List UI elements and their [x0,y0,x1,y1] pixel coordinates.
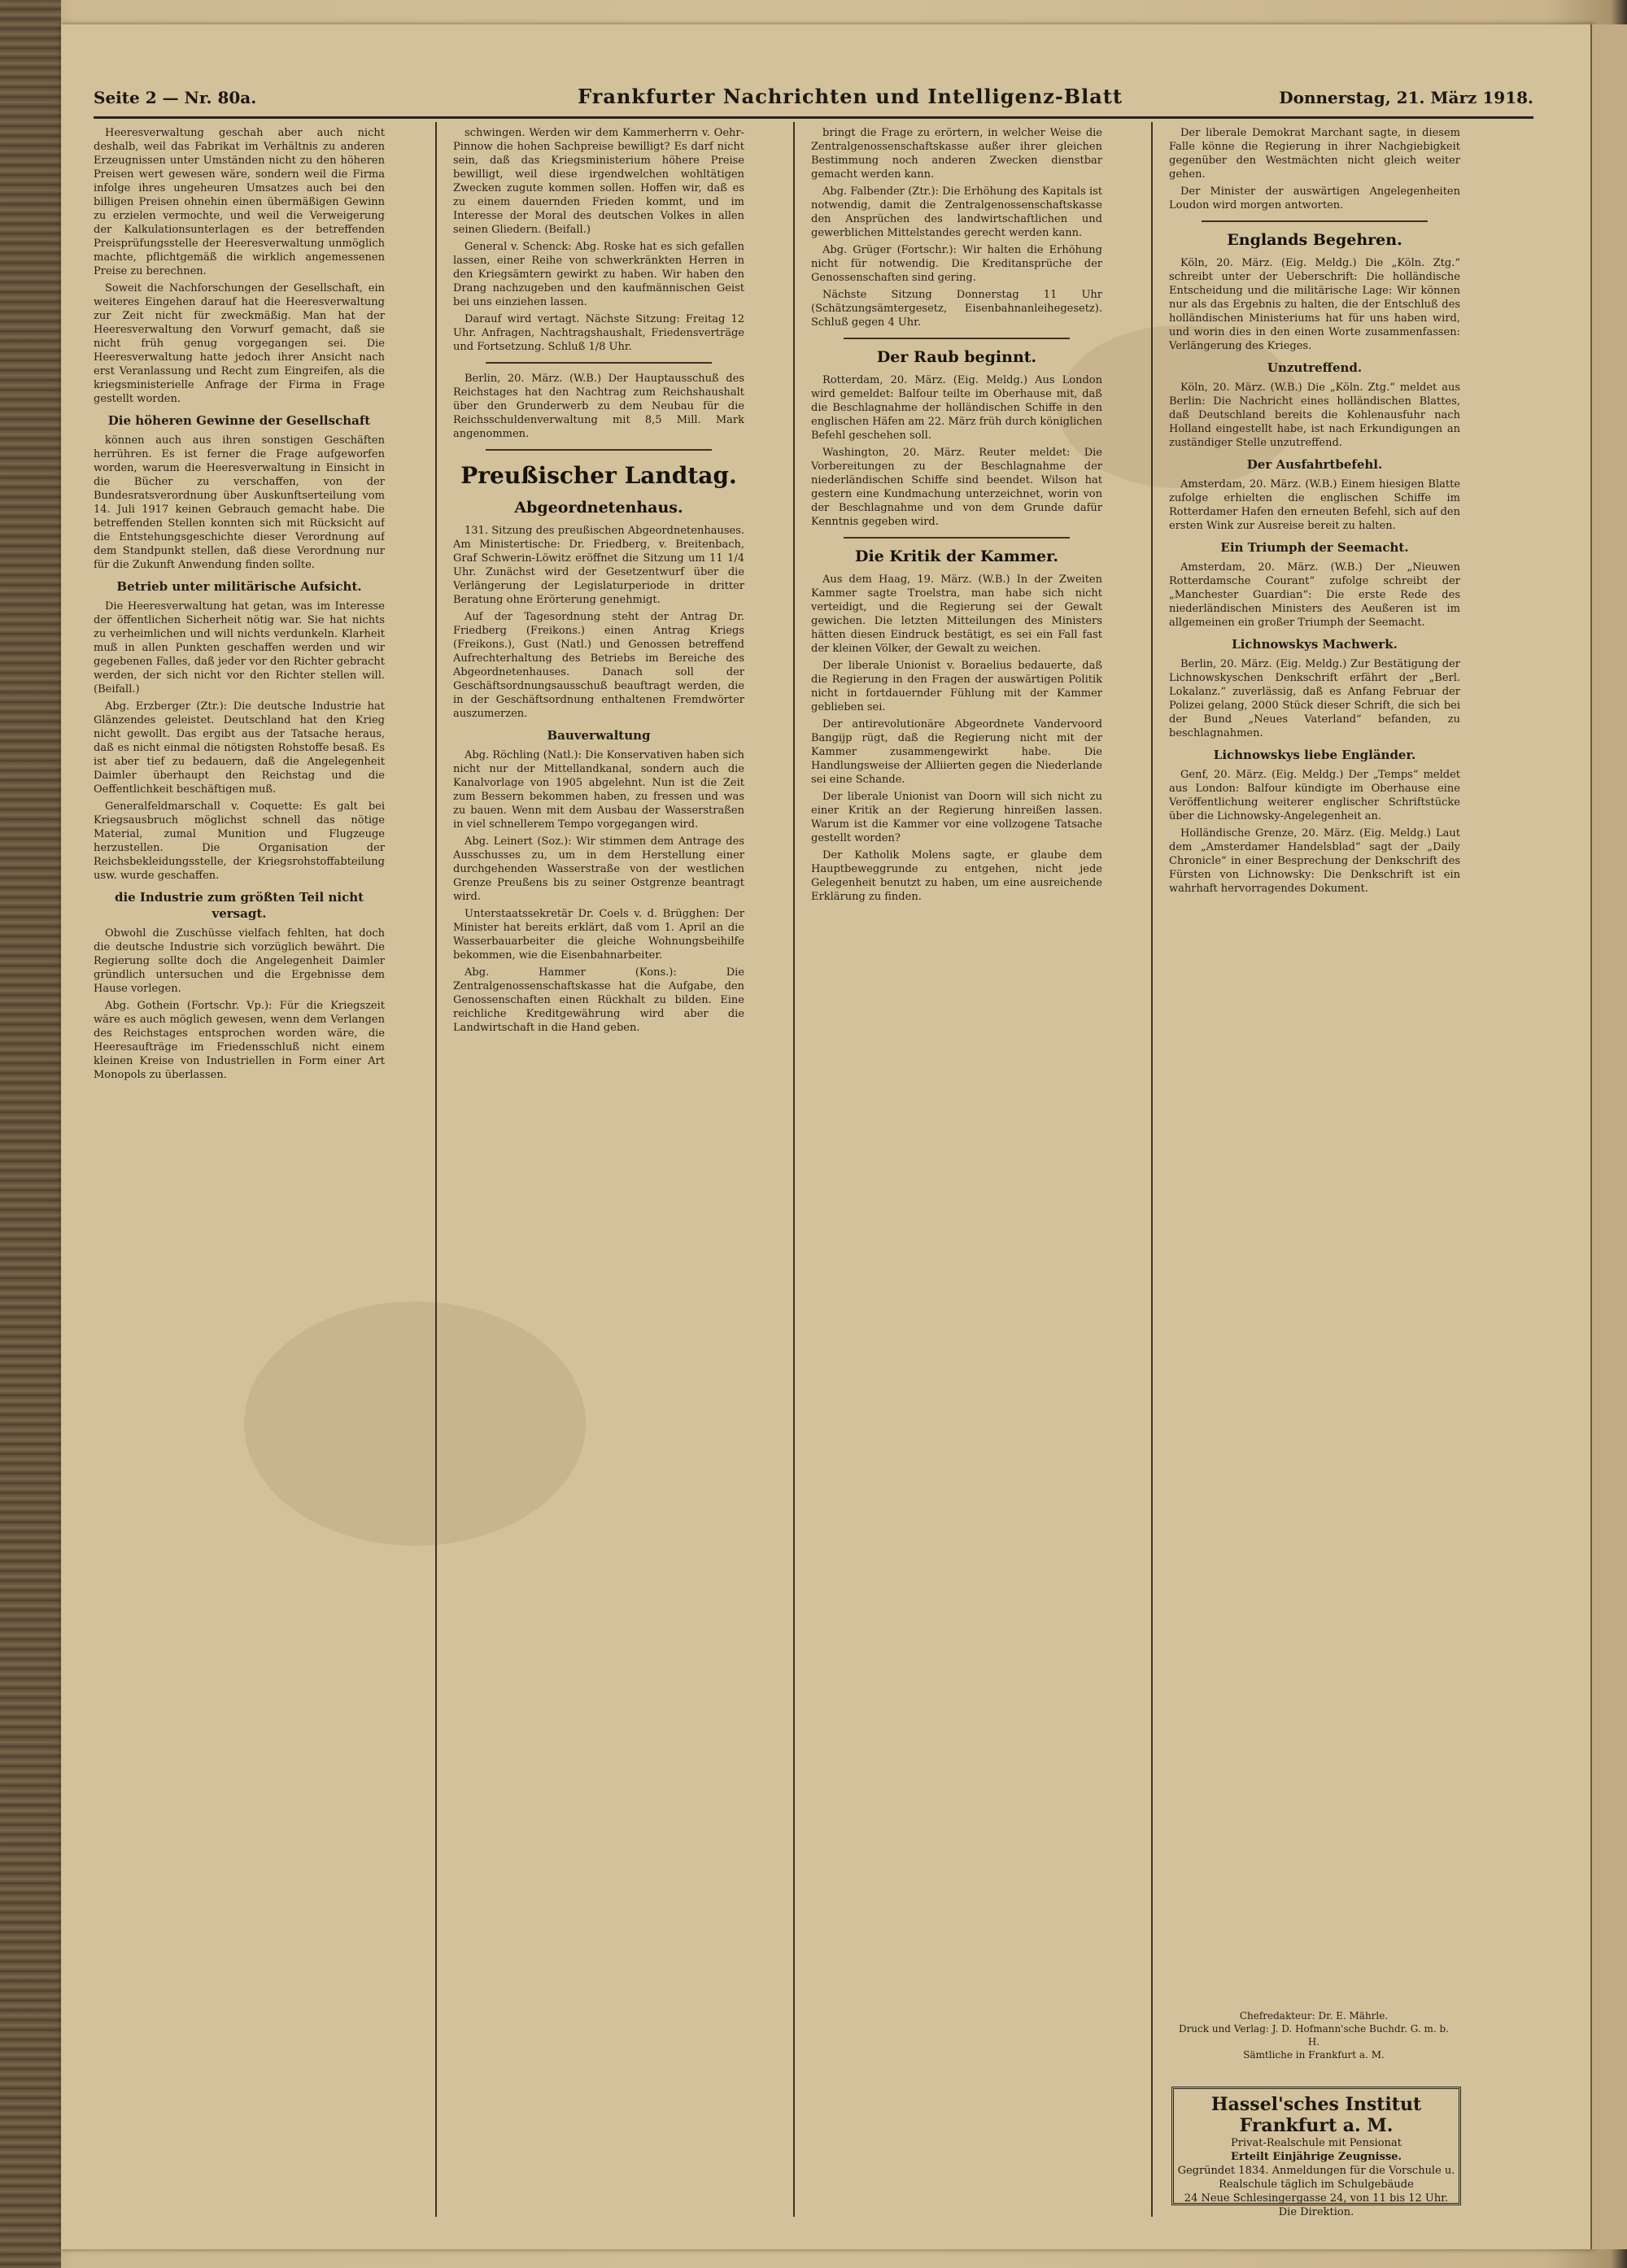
next-page-edge [1590,24,1627,2249]
ad-line: 24 Neue Schlesingergasse 24, von 11 bis 12 Uhr. [1184,2192,1449,2205]
article-paragraph: bringt die Frage zu erörtern, in welcher Weise die Zentralgenossenschaftskasse außer ihrer gleichen Bestimmung noch anderen Zwecken dienstbar gemacht werden kann. [811,127,1102,181]
article-paragraph: Darauf wird vertagt. Nächste Sitzung: Freitag 12 Uhr. Anfragen, Nachtragshaushalt, Friedensverträge und Fortsetzung. Schluß 1/8 Uhr. [453,313,744,353]
article-headline: Lichnowskys liebe Engländer. [1213,748,1416,762]
ad-title: Hassel'sches Institut Frankfurt a. M. [1210,2094,1422,2136]
article-headline: Die Kritik der Kammer. [855,547,1058,565]
article-paragraph: Abg. Hammer (Kons.): Die Zentralgenossenschaftskasse hat die Aufgabe, den Genossenschaften einen Rückhalt zu bilden. Eine reichliche Kreditgewährung wird aber die Landwirtschaft in die Hand geben. [453,966,744,1034]
ad-line: Gegründet 1834. Anmeldungen für die Vorschule u. Realschule täglich im Schulgebäude [1177,2165,1455,2191]
school-advertisement [1171,2087,1461,2218]
article-separator [486,449,712,451]
article-paragraph: Abg. Gothein (Fortschr. Vp.): Für die Kriegszeit wäre es auch möglich gewesen, wenn dem Verlangen des Reichstages entsprochen worden wäre, die Heeresaufträge im Friedensschluß nicht einem kleinen Kreise von Industriellen in Form einer Art Monopols zu überlassen. [94,1000,385,1081]
article-paragraph: Rotterdam, 20. März. (Eig. Meldg.) Aus London wird gemeldet: Balfour teilte im Oberhause mit, daß die Beschlagnahme der holländischen Schiffe in den englischen Häfen am 22. März früh durch königlichen Befehl geschehen soll. [811,374,1102,442]
article-separator [486,362,712,364]
article-paragraph: Heeresverwaltung geschah aber auch nicht deshalb, weil das Fabrikat im Verhältnis zu anderen Erzeugnissen unter Umständen nicht zu den höheren Preisen wert gewesen wäre, sondern weil die Firma infolge ihres ungeheuren Umsatzes auch bei den billigen Preisen ohnehin einen übermäßigen Gewinn zu erzielen vermochte, und weil die Verweigerung der Kalkulationsunterlagen es der betreffenden Preisprüfungsstelle der Heeresverwaltung unmöglich machte, pflichtgemäß die wirklich angemessenen Preise zu berechnen. [94,127,385,277]
article-headline: Der Raub beginnt. [876,348,1037,366]
page-number: Seite 2 — Nr. 80a. [94,88,257,107]
article-paragraph: Der liberale Demokrat Marchant sagte, in diesem Falle könne die Regierung in ihrer Nachgiebigkeit gegenüber den Westmächten nicht gleich weiter gehen. [1169,127,1460,181]
imprint [1171,2009,1456,2061]
article-paragraph: Abg. Falbender (Ztr.): Die Erhöhung des Kapitals ist notwendig, damit die Zentralgenossenschaftskasse den Ansprüchen des landwirtschaftlichen und gewerblichen Mittelstandes gerecht werden kann. [811,185,1102,239]
article-paragraph: Abg. Leinert (Soz.): Wir stimmen dem Antrage des Ausschusses zu, um in dem Herstellung einer durchgehenden Wasserstraße von der westlichen Grenze Preußens bis zu seiner Ostgrenze beantragt wird. [453,835,744,903]
column-divider [1151,122,1153,2217]
article-paragraph: Der antirevolutionäre Abgeordnete Vandervoord Bangijp rügt, daß die Regierung nicht mit der Kammer zusammengewirkt habe. Die Handlungsweise der Alliierten gegen die Niederlande sei eine Schande. [811,718,1102,786]
section-heading: Bauverwaltung [547,728,651,743]
book-binding [0,0,61,2268]
ad-line: Privat-Realschule mit Pensionat [1231,2137,1402,2149]
article-paragraph: 131. Sitzung des preußischen Abgeordnetenhauses. Am Ministertische: Dr. Friedberg, v. Breitenbach, Graf Schwerin-Löwitz eröffnet die Sitzung um 11 1/4 Uhr. Zunächst wird der Gesetzentwurf über die Verlängerung der Legislaturperiode in dritter Beratung ohne Erörterung genehmigt. [453,525,744,606]
article-headline: Englands Begehren. [1227,231,1402,249]
article-paragraph: Soweit die Nachforschungen der Gesellschaft, ein weiteres Eingehen darauf hat die Heeresverwaltung zur Zeit nicht für zweckmäßig. Man hat der Heeresverwaltung den Vorwurf gemacht, daß sie nicht früh genug vorgegangen sei. Die Heeresverwaltung hatte jedoch ihrer Ansicht nach erst Veranlassung und Recht zum Eingreifen, als die kriegsministerielle Anfrage der Firma in Frage gestellt worden. [94,282,385,405]
article-separator [844,338,1070,339]
article-paragraph: Berlin, 20. März. (W.B.) Der Hauptausschuß des Reichstages hat den Nachtrag zum Reichshaushalt über den Grunderwerb zu dem Neubau für die Reichsschuldenverwaltung mit 8,5 Mill. Mark angenommen. [453,373,744,440]
ad-line: Erteilt Einjährige Zeugnisse. [1230,2151,1402,2163]
article-paragraph: Der liberale Unionist v. Boraelius bedauerte, daß die Regierung in den Fragen der auswärtigen Politik nicht in fortdauernder Fühlung mit der Kammer geblieben sei. [811,660,1102,713]
article-paragraph: Berlin, 20. März. (Eig. Meldg.) Zur Bestätigung der Lichnowskyschen Denkschrift erfährt der „Berl. Lokalanz.“ zuverlässig, daß es Anfang Februar der Polizei gelang, 2000 Stück dieser Schrift, die sich bei der Bund „Neues Vaterland“ befanden, zu beschlagnahmen. [1169,658,1460,739]
column-2 [453,126,744,2217]
column-divider [435,122,437,2217]
article-headline: Der Ausfahrtbefehl. [1246,457,1383,472]
column-1 [94,126,385,2217]
article-paragraph: Genf, 20. März. (Eig. Meldg.) Der „Temps“ meldet aus London: Balfour kündigte im Oberhause eine Veröffentlichung weiterer englischer Schriftstücke über die Lichnowsky-Angelegenheit an. [1169,769,1460,822]
article-paragraph: Die Heeresverwaltung hat getan, was im Interesse der öffentlichen Sicherheit nötig war. Sie hat nichts zu verheimlichen und will nichts verdunkeln. Klarheit muß in allen Punkten geschaffen werden und wir gegebenen Falles, daß jeder vor den Richter gebracht werden, der sich nicht vor den Richter stellen will. (Beifall.) [94,600,385,696]
article-headline: Unzutreffend. [1267,360,1363,375]
section-heading: Die höheren Gewinne der Gesellschaft [107,413,371,428]
article-paragraph: General v. Schenck: Abg. Roske hat es sich gefallen lassen, einer Reihe von schwerkränkten Herren in den Kriegsämtern gewirkt zu haben. Wir haben den Drang nachzugeben und den kaufmännischen Geist bei uns einziehen lassen. [453,241,744,308]
article-paragraph: Köln, 20. März. (W.B.) Die „Köln. Ztg.“ meldet aus Berlin: Die Nachricht eines holländischen Blattes, daß Deutschland bereits die Kohlenausfuhr nach Holland eingestellt habe, ist nach Erkundigungen an zuständiger Stelle unzutreffend. [1169,382,1460,449]
section-heading: Betrieb unter militärische Aufsicht. [116,579,362,594]
article-headline: Lichnowskys Machwerk. [1232,637,1398,652]
page-header [94,81,1533,114]
column-3 [811,126,1102,2217]
section-heading: die Industrie zum größten Teil nicht versagt. [114,890,364,921]
article-paragraph: Abg. Grüger (Fortschr.): Wir halten die Erhöhung nicht für notwendig. Die Kreditansprüche der Genossenschaften sind gering. [811,244,1102,284]
header-rule [94,116,1533,119]
article-headline: Preußischer Landtag. [460,462,737,489]
article-paragraph: Amsterdam, 20. März. (W.B.) Einem hiesigen Blatte zufolge erhielten die englischen Schiffe im Rotterdamer Hafen den erneuten Befehl, sich auf den ersten Wink zur Ausreise bereit zu halten. [1169,478,1460,532]
article-paragraph: Abg. Erzberger (Ztr.): Die deutsche Industrie hat Glänzendes geleistet. Deutschland hat den Krieg nicht gewollt. Das ergibt aus der Tatsache heraus, daß es nicht einmal die nötigsten Rohstoffe besaß. Es ist aber tief zu bedauern, daß die Angelegenheit Daimler überhaupt den Reichstag und die Oeffentlichkeit beschäftigen muß. [94,700,385,796]
column-divider [793,122,795,2217]
article-paragraph: Aus dem Haag, 19. März. (W.B.) In der Zweiten Kammer sagte Troelstra, man habe sich nicht verteidigt, und die Regierung sei der Gewalt gewichen. Die letzten Mitteilungen des Ministers hätten diesen Eindruck bestätigt, es sei ein Fall fast der kleinen Völker, der Gewalt zu weichen. [811,574,1102,655]
article-paragraph: Obwohl die Zuschüsse vielfach fehlten, hat doch die deutsche Industrie sich vorzüglich bewährt. Die Regierung sollte doch die Angelegenheit Daimler gründlich untersuchen und die Ergebnisse dem Hause vorlegen. [94,927,385,995]
article-separator [844,537,1070,539]
article-paragraph: Washington, 20. März. Reuter meldet: Die Vorbereitungen zu der Beschlagnahme der niederländischen Schiffe sind beendet. Wilson hat gestern eine Kundmachung unterzeichnet, worin von der Beschlagnahme und von dem Grunde dafür Kenntnis gegeben wird. [811,447,1102,528]
article-paragraph: Abg. Röchling (Natl.): Die Konservativen haben sich nicht nur der Mittellandkanal, sondern auch die Kanalvorlage von 1905 abgelehnt. Nun ist die Zeit zum Bessern bekommen haben, zu fressen und was zu bauen. Wenn mit dem Ausbau der Wasserstraßen in viel schnellerem Tempo vorgegangen wird. [453,749,744,831]
article-paragraph: Der Katholik Molens sagte, er glaube dem Hauptbeweggrunde zu entgehen, nicht jede Gelegenheit benutzt zu haben, um eine ausreichende Erklärung zu finden. [811,849,1102,903]
column-4 [1169,126,1460,1997]
article-paragraph: Nächste Sitzung Donnerstag 11 Uhr (Schätzungsämtergesetz, Eisenbahnanleihegesetz). Schluß gegen 4 Uhr. [811,289,1102,329]
article-paragraph: Unterstaatssekretär Dr. Coels v. d. Brügghen: Der Minister hat bereits erklärt, daß vom 1. April an die Wasserbauarbeiter die gleiche Wohnungsbeihilfe bekommen, wie die Eisenbahnarbeiter. [453,908,744,962]
newspaper-title: Frankfurter Nachrichten und Intelligenz-Blatt [578,85,1123,108]
article-paragraph: Der Minister der auswärtigen Angelegenheiten Loudon wird morgen antworten. [1169,185,1460,212]
article-paragraph: Auf der Tagesordnung steht der Antrag Dr. Friedberg (Freikons.) einen Antrag Kriegs (Freikons.), Gust (Natl.) und Genossen betreffend Aufrechterhaltung des Betriebs im Bereiche des Abgeordnetenhauses. Danach soll der Geschäftsordnungsausschuß beauftragt werden, die in der Geschäftsordnung enthaltenen Fremdwörter auszumerzen. [453,611,744,720]
article-paragraph: Generalfeldmarschall v. Coquette: Es galt bei Kriegsausbruch möglichst schnell das nötige Material, zumal Munition und Flugzeuge herzustellen. Die Organisation der Reichsbekleidungsstelle, der Kriegsrohstoffabteilung usw. wurde geschaffen. [94,800,385,882]
article-paragraph: Holländische Grenze, 20. März. (Eig. Meldg.) Laut dem „Amsterdamer Handelsblad“ sagt der „Daily Chronicle“ in einer Besprechung der Denkschrift des Fürsten von Lichnowsky: Die Denkschrift ist ein wahrhaft hervorragendes Dokument. [1169,827,1460,895]
article-paragraph: Amsterdam, 20. März. (W.B.) Der „Nieuwen Rotterdamsche Courant“ zufolge schreibt der „Manchester Guardian“: Die erste Rede des niederländischen Ministers des Aeußeren ist im allgemeinen ein großer Triumph der Seemacht. [1169,561,1460,629]
ad-signature: Die Direktion. [1278,2206,1354,2218]
imprint-editor: Chefredakteur: Dr. E. Mährle. [1239,2010,1389,2022]
article-separator [1202,220,1428,222]
issue-date: Donnerstag, 21. März 1918. [1279,88,1533,107]
imprint-printer: Druck und Verlag: J. D. Hofmann'sche Buchdr. G. m. b. H. [1178,2023,1450,2048]
article-subheadline: Abgeordnetenhaus. [514,499,683,517]
imprint-location: Sämtliche in Frankfurt a. M. [1243,2049,1385,2061]
article-paragraph: Der liberale Unionist van Doorn will sich nicht zu einer Kritik an der Regierung hinreißen lassen. Warum ist die Kammer vor eine vollzogene Tatsache gestellt worden? [811,791,1102,844]
article-paragraph: Köln, 20. März. (Eig. Meldg.) Die „Köln. Ztg.“ schreibt unter der Ueberschrift: Die holländische Entscheidung und die militärische Lage: Wir können nur als das Ergebnis zu halten, die der Entschluß des holländischen Ministeriums hat für uns haben wird, und worin dies in den einen Worte zusammenfassen: Verlängerung des Krieges. [1169,257,1460,352]
article-paragraph: können auch aus ihren sonstigen Geschäften herrühren. Es ist ferner die Frage aufgeworfen worden, warum die Heeresverwaltung in Einsicht in die Bücher zu verschaffen, von der Bundesratsverordnung über Auskunftserteilung vom 14. Juli 1917 keinen Gebrauch gemacht habe. Die betreffenden Stellen konnten sich mit Rücksicht auf die Entstehungsgeschichte dieser Verordnung auf dem Standpunkt stellen, daß diese Verordnung nur für die Zukunft Anwendung finden sollte. [94,434,385,571]
article-paragraph: schwingen. Werden wir dem Kammerherrn v. Oehr-Pinnow die hohen Sachpreise bewilligt? Es darf nicht sein, daß das Kriegsministerium höhere Preise bewilligt, weil diese irgendwelchen wohltätigen Zwecken zugute kommen sollen. Hoffen wir, daß es zu einem dauernden Frieden kommt, und im Interesse der Moral des deutschen Volkes in allen seinen Gliedern. (Beifall.) [453,127,744,236]
article-headline: Ein Triumph der Seemacht. [1220,540,1409,555]
